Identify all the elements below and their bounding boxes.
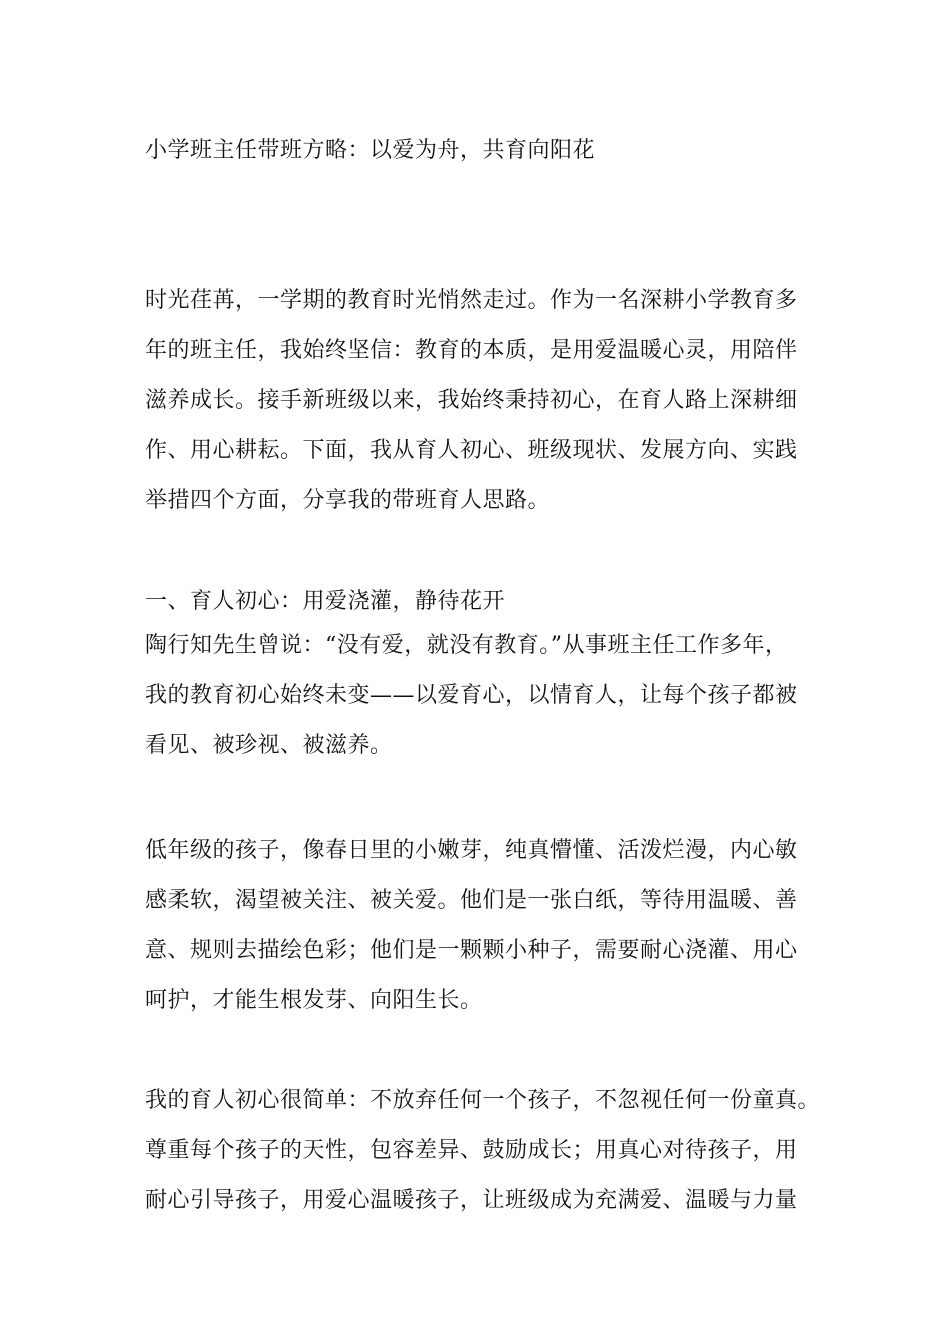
- text-line: 低年级的孩子，像春日里的小嫩芽，纯真懵懂、活泼烂漫，内心敏: [145, 838, 798, 863]
- section-1-paragraph-3: [145, 1086, 825, 1236]
- section-1: [145, 587, 825, 781]
- document-title: 小学班主任带班方略：以爱为舟，共育向阳花: [145, 138, 596, 163]
- text-line: 陶行知先生曾说：“没有爱，就没有教育。”从事班主任工作多年，: [145, 633, 788, 658]
- text-line: 我的教育初心始终未变——以爱育心，以情育人，让每个孩子都被: [145, 683, 798, 708]
- text-line: 我的育人初心很简单：不放弃任何一个孩子，不忽视任何一份童真。: [145, 1088, 821, 1113]
- text-line: 年的班主任，我始终坚信：教育的本质，是用爱温暖心灵，用陪伴: [145, 338, 798, 363]
- text-line: 尊重每个孩子的天性，包容差异、鼓励成长；用真心对待孩子，用: [145, 1138, 798, 1163]
- text-line: 看见、被珍视、被滋养。: [145, 733, 393, 758]
- text-line: 作、用心耕耘。下面，我从育人初心、班级现状、发展方向、实践: [145, 438, 798, 463]
- text-line: 滋养成长。接手新班级以来，我始终秉持初心，在育人路上深耕细: [145, 388, 798, 413]
- intro-paragraph: [145, 286, 825, 536]
- text-line: 时光荏苒，一学期的教育时光悄然走过。作为一名深耕小学教育多: [145, 288, 798, 313]
- section-heading: 一、育人初心：用爱浇灌，静待花开: [145, 589, 506, 614]
- text-line: 耐心引导孩子，用爱心温暖孩子，让班级成为充满爱、温暖与力量: [145, 1188, 798, 1213]
- text-line: 感柔软，渴望被关注、被关爱。他们是一张白纸，等待用温暖、善: [145, 888, 798, 913]
- section-1-paragraph-2: [145, 836, 825, 1036]
- text-line: 举措四个方面，分享我的带班育人思路。: [145, 488, 551, 513]
- text-line: 呵护，才能生根发芽、向阳生长。: [145, 988, 483, 1013]
- text-line: 意、规则去描绘色彩；他们是一颗颗小种子，需要耐心浇灌、用心: [145, 938, 798, 963]
